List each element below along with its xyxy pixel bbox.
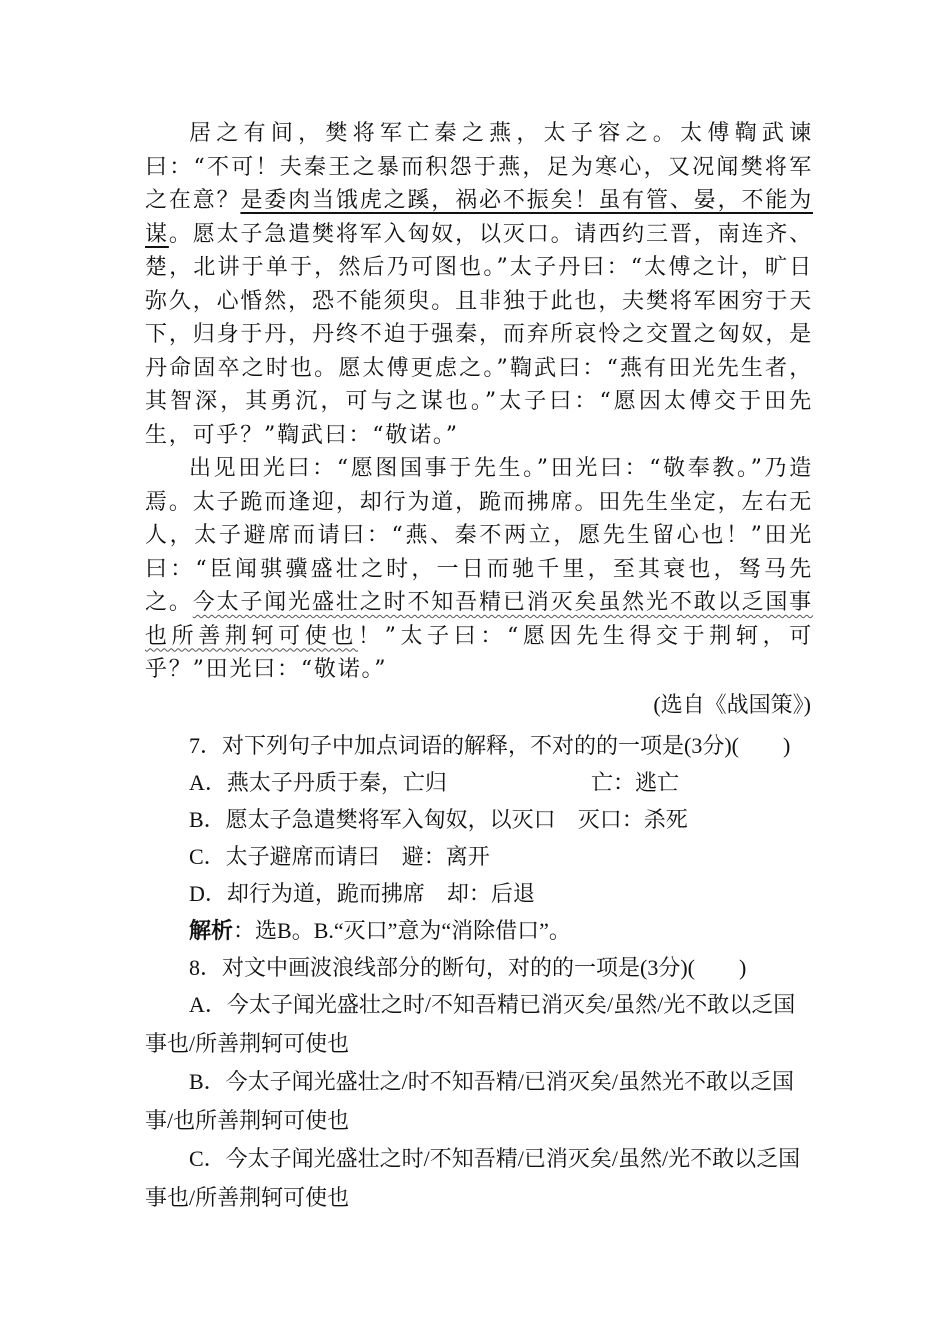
analysis-text: ：选B。B.“灭口”意为“消除借口”。 — [233, 918, 571, 943]
option-gloss: 灭口：杀死 — [555, 807, 688, 832]
question-7-option-d — [145, 875, 813, 912]
question-8-option-c: C．今太子闻光盛壮之时/不知吾精/已消灭矣/虽然/光不敢以乏国事也/所善荆轲可使也 — [145, 1146, 801, 1210]
option-text: D．却行为道，跪而拂席 — [189, 881, 425, 906]
option-gloss: 避：离开 — [379, 844, 490, 869]
underlined-sentence: 是委肉当饿虎之蹊，祸必不振矣！虽有管、晏，不能为谋 — [145, 188, 813, 247]
passage-text: 。愿太子急遣樊将军入匈奴，以灭口。请西约三晋，南连齐、楚，北讲于单于，然后乃可图也。”太子丹曰：“太傅之计，旷日弥久，心惛然，恐不能须臾。且非独于此也，夫樊将军困穷于天下，归身于丹，丹终不迫于强秦，而弃所哀怜之交置之匈奴，是丹命固卒之时也。愿太傅更虑之。”鞫武曰：“燕有田光先生者，其智深，其勇沉，可与之谋也。”太子曰：“愿因太傅交于田先生，可乎？”鞫武曰：“敬诺。” — [145, 221, 813, 448]
passage-text: ！”太子曰：“愿因先生得交于荆轲，可乎？”田光曰：“敬诺。” — [145, 623, 813, 682]
passage — [145, 117, 813, 687]
question-7-analysis — [145, 912, 813, 949]
passage-text: 居之有间，樊将军亡秦之燕，太子容之。太傅鞫武谏曰：“不可！夫秦王之暴而积怨于燕，足为寒心，又况闻樊将军之在意？ — [145, 121, 813, 213]
question-7-stem: 7．对下列句子中加点词语的解释，不对的的一项是(3分)( ) — [189, 733, 791, 758]
question-8-option-a: A．今太子闻光盛壮之时/不知吾精已消灭矣/虽然/光不敢以乏国事也/所善荆轲可使也 — [145, 992, 796, 1056]
wavy-underlined-sentence: 今太子闻光盛壮之时不知吾精已消灭矣虽然光不敢以乏国事也所善荆轲可使也 — [145, 590, 813, 649]
question-7-option-c — [145, 838, 813, 875]
option-gloss: 却：后退 — [424, 881, 535, 906]
question-7-option-b — [145, 801, 813, 838]
option-text: C．太子避席而请曰 — [189, 844, 380, 869]
question-8-option-b: B．今太子闻光盛壮之/时不知吾精/已消灭矣/虽然光不敢以乏国事/也所善荆轲可使也 — [145, 1069, 795, 1133]
analysis-label: 解析 — [189, 918, 234, 943]
passage-paragraph-1 — [145, 117, 813, 452]
question-8-stem: 8．对文中画波浪线部分的断句，对的的一项是(3分)( ) — [189, 955, 747, 980]
option-text: A．燕太子丹质于秦，亡归 — [189, 770, 447, 795]
questions — [145, 727, 813, 1217]
option-text: B．愿太子急遣樊将军入匈奴，以灭口 — [189, 807, 556, 832]
passage-paragraph-2 — [145, 452, 813, 687]
passage-text: 出见田光曰：“愿图国事于先生。”田光曰：“敬奉教。”乃造焉。太子跪而逢迎，却行为道，跪而拂席。田先生坐定，左右无人，太子避席而请曰：“燕、秦不两立，愿先生留心也！”田光曰：“臣闻骐骥盛壮之时，一日而驰千里，至其衰也，驽马先之。 — [145, 456, 813, 615]
option-gloss: 亡：逃亡 — [591, 770, 680, 795]
question-7-option-a — [145, 764, 813, 801]
source-citation: (选自《战国策》) — [653, 692, 811, 717]
